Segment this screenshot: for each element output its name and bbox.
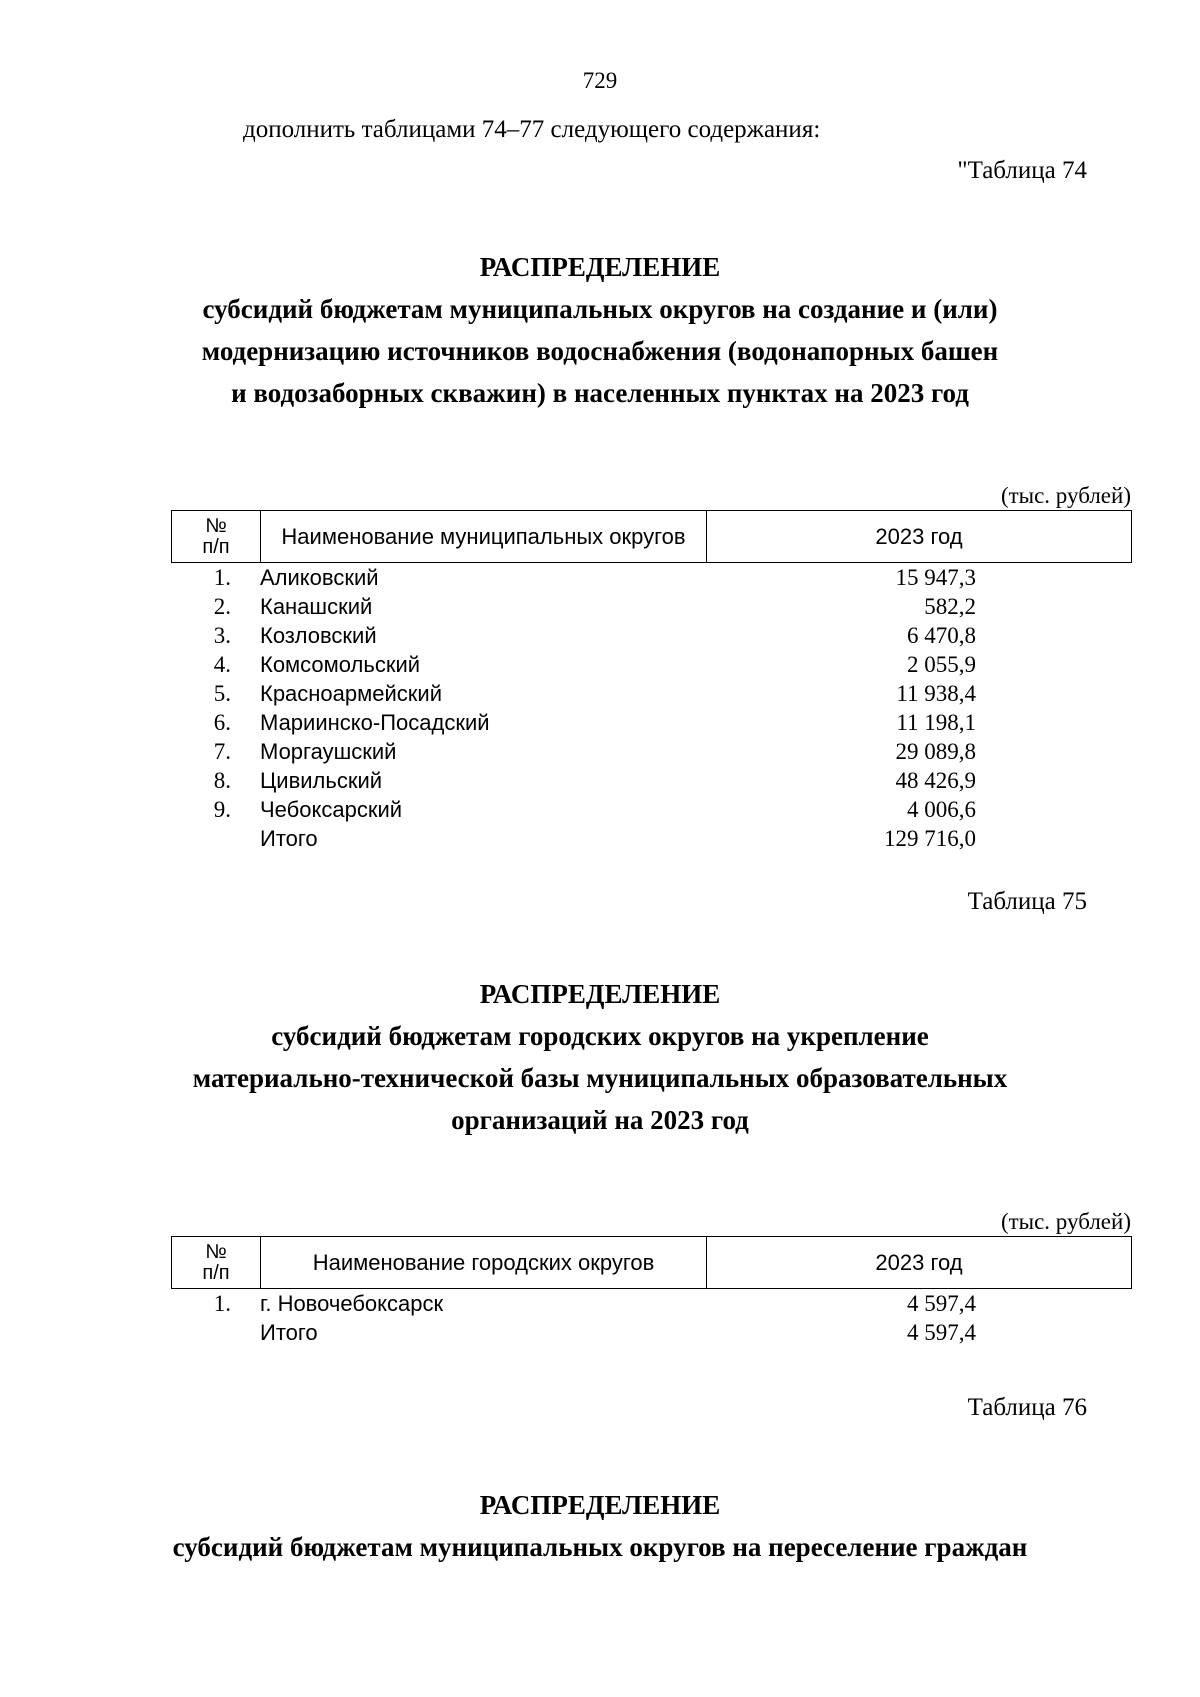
table-row bbox=[171, 621, 1132, 650]
table-row bbox=[171, 708, 1132, 737]
heading-line: материально-технической базы муниципальных образовательных bbox=[192, 1063, 1008, 1093]
heading-title: РАСПРЕДЕЛЕНИЕ bbox=[479, 252, 721, 282]
row-value: 48 426,9 bbox=[895, 768, 976, 793]
table-75-unit: (тыс. рублей) bbox=[1000, 1209, 1131, 1234]
row-value: 6 470,8 bbox=[907, 623, 976, 648]
row-value: 2 055,9 bbox=[907, 652, 976, 677]
heading-line: и водозаборных скважин) в населенных пунктах на 2023 год bbox=[231, 378, 969, 408]
table-74-unit: (тыс. рублей) bbox=[1000, 483, 1131, 508]
table-row bbox=[171, 766, 1132, 795]
table-total-row bbox=[171, 824, 1132, 853]
table-74-header bbox=[171, 510, 1132, 563]
heading-title: РАСПРЕДЕЛЕНИЕ bbox=[479, 979, 721, 1009]
row-number: 1. bbox=[213, 565, 231, 590]
column-year-header: 2023 год bbox=[875, 523, 963, 549]
column-name-header: Наименование муниципальных округов bbox=[261, 511, 707, 562]
row-value: 4 006,6 bbox=[907, 797, 976, 822]
column-number-header bbox=[172, 1237, 261, 1288]
row-number: 7. bbox=[213, 739, 231, 764]
column-year-header: 2023 год bbox=[875, 1249, 963, 1275]
table-75-heading bbox=[0, 973, 1200, 1141]
row-number: 9. bbox=[213, 797, 231, 822]
table-row bbox=[171, 795, 1132, 824]
row-name: Комсомольский bbox=[260, 652, 421, 677]
table-row bbox=[171, 737, 1132, 766]
column-name-header: Наименование городских округов bbox=[261, 1237, 707, 1288]
row-number: 4. bbox=[213, 652, 231, 677]
table-total-row bbox=[171, 1318, 1132, 1347]
heading-line: организаций на 2023 год bbox=[451, 1105, 749, 1135]
table-75-body bbox=[171, 1289, 1132, 1347]
row-value: 582,2 bbox=[924, 594, 976, 619]
row-value: 4 597,4 bbox=[907, 1320, 976, 1345]
table-76-label: Таблица 76 bbox=[967, 1394, 1087, 1421]
table-74-label: "Таблица 74 bbox=[957, 157, 1087, 184]
heading-line: субсидий бюджетам муниципальных округов на переселение граждан bbox=[172, 1532, 1028, 1562]
row-name: Моргаушский bbox=[260, 739, 397, 764]
row-value: 29 089,8 bbox=[895, 739, 976, 764]
table-76-heading bbox=[0, 1484, 1200, 1568]
table-row bbox=[171, 1289, 1132, 1318]
row-value: 11 198,1 bbox=[896, 710, 976, 735]
row-value: 129 716,0 bbox=[884, 826, 976, 851]
table-75-label: Таблица 75 bbox=[967, 888, 1087, 915]
column-number-symbol: № bbox=[205, 1240, 227, 1263]
row-name: Мариинско-Посадский bbox=[260, 710, 490, 735]
row-name: Цивильский bbox=[260, 768, 383, 793]
row-number: 5. bbox=[213, 681, 231, 706]
heading-line: модернизацию источников водоснабжения (водонапорных башен bbox=[201, 336, 999, 366]
row-number: 2. bbox=[213, 594, 231, 619]
intro-text: дополнить таблицами 74–77 следующего содержания: bbox=[243, 116, 821, 143]
row-number: 3. bbox=[213, 623, 231, 648]
column-number-abbr: п/п bbox=[202, 1261, 230, 1284]
row-name: Чебоксарский bbox=[260, 797, 403, 822]
row-name: Красноармейский bbox=[260, 681, 442, 706]
row-name: Козловский bbox=[260, 623, 377, 648]
table-75-header bbox=[171, 1236, 1132, 1289]
table-74-heading bbox=[0, 246, 1200, 414]
table-74-body bbox=[171, 563, 1132, 853]
row-value: 11 938,4 bbox=[896, 681, 976, 706]
row-number: 8. bbox=[213, 768, 231, 793]
table-row bbox=[171, 650, 1132, 679]
heading-title: РАСПРЕДЕЛЕНИЕ bbox=[479, 1490, 721, 1520]
row-value: 15 947,3 bbox=[895, 565, 976, 590]
row-name: Итого bbox=[260, 1320, 318, 1345]
column-number-header bbox=[172, 511, 261, 562]
table-row bbox=[171, 679, 1132, 708]
page-number: 729 bbox=[582, 68, 618, 93]
row-name: Аликовский bbox=[260, 565, 379, 590]
table-row bbox=[171, 563, 1132, 592]
row-name: Канашский bbox=[260, 594, 373, 619]
row-name: Итого bbox=[260, 826, 318, 851]
column-number-abbr: п/п bbox=[202, 535, 230, 558]
heading-line: субсидий бюджетам городских округов на укрепление bbox=[271, 1021, 929, 1051]
heading-line: субсидий бюджетам муниципальных округов на создание и (или) bbox=[202, 294, 998, 324]
column-number-symbol: № bbox=[205, 514, 227, 537]
row-name: г. Новочебоксарск bbox=[260, 1291, 444, 1316]
row-number: 1. bbox=[213, 1291, 231, 1316]
row-value: 4 597,4 bbox=[907, 1291, 976, 1316]
table-row bbox=[171, 592, 1132, 621]
row-number: 6. bbox=[213, 710, 231, 735]
